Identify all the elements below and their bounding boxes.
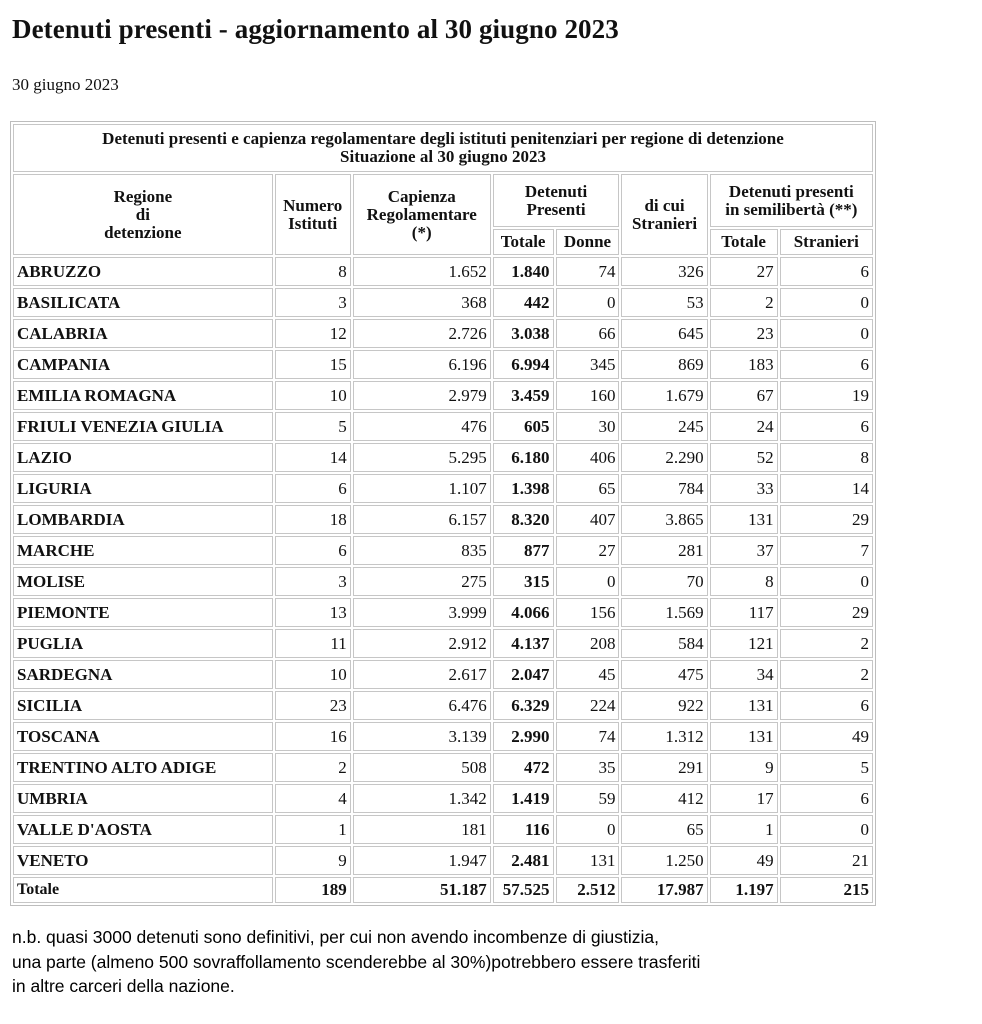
cell-detenuti-totale: 2.047 — [493, 660, 554, 689]
table-row — [13, 567, 873, 596]
cell-detenuti-donne: 0 — [556, 288, 620, 317]
cell-semi-totale: 23 — [710, 319, 778, 348]
cell-semi-stranieri: 29 — [780, 505, 873, 534]
cell-detenuti-donne: 208 — [556, 629, 620, 658]
cell-numero-istituti: 4 — [275, 784, 351, 813]
cell-regione: LOMBARDIA — [13, 505, 273, 534]
cell-semi-stranieri: 49 — [780, 722, 873, 751]
header-semiliberta — [710, 174, 873, 227]
cell-detenuti-totale: 4.137 — [493, 629, 554, 658]
cell-detenuti-donne: 74 — [556, 257, 620, 286]
table-row — [13, 660, 873, 689]
header-regione-line-2: di — [135, 204, 150, 224]
cell-detenuti-donne: 345 — [556, 350, 620, 379]
subheader-semi-totale: Totale — [710, 229, 778, 255]
cell-detenuti-totale: 57.525 — [493, 877, 554, 903]
cell-numero-istituti: 15 — [275, 350, 351, 379]
cell-semi-totale: 17 — [710, 784, 778, 813]
cell-detenuti-totale: 1.419 — [493, 784, 554, 813]
cell-capienza: 3.139 — [353, 722, 491, 751]
cell-stranieri: 2.290 — [621, 443, 707, 472]
cell-detenuti-donne: 156 — [556, 598, 620, 627]
cell-numero-istituti: 2 — [275, 753, 351, 782]
cell-regione: FRIULI VENEZIA GIULIA — [13, 412, 273, 441]
cell-regione: UMBRIA — [13, 784, 273, 813]
cell-detenuti-donne: 45 — [556, 660, 620, 689]
table-total-row — [13, 877, 873, 903]
cell-semi-stranieri: 0 — [780, 815, 873, 844]
header-regione-line-3: detenzione — [104, 222, 182, 242]
cell-detenuti-donne: 160 — [556, 381, 620, 410]
cell-semi-stranieri: 6 — [780, 350, 873, 379]
cell-regione: PUGLIA — [13, 629, 273, 658]
cell-stranieri: 291 — [621, 753, 707, 782]
table-row — [13, 722, 873, 751]
table-row — [13, 753, 873, 782]
cell-capienza: 1.342 — [353, 784, 491, 813]
cell-regione: TRENTINO ALTO ADIGE — [13, 753, 273, 782]
cell-detenuti-donne: 35 — [556, 753, 620, 782]
cell-stranieri: 1.679 — [621, 381, 707, 410]
cell-stranieri: 584 — [621, 629, 707, 658]
cell-detenuti-donne: 131 — [556, 846, 620, 875]
caption-line-2: Situazione al 30 giugno 2023 — [340, 147, 546, 166]
cell-capienza: 2.726 — [353, 319, 491, 348]
cell-stranieri: 326 — [621, 257, 707, 286]
cell-detenuti-totale: 1.840 — [493, 257, 554, 286]
cell-detenuti-totale: 3.038 — [493, 319, 554, 348]
cell-stranieri: 1.250 — [621, 846, 707, 875]
cell-regione: SARDEGNA — [13, 660, 273, 689]
table-row — [13, 319, 873, 348]
cell-capienza: 2.617 — [353, 660, 491, 689]
cell-semi-totale: 67 — [710, 381, 778, 410]
cell-detenuti-donne: 27 — [556, 536, 620, 565]
footnote-line-3: in altre carceri della nazione. — [12, 976, 235, 996]
cell-semi-totale: 117 — [710, 598, 778, 627]
cell-regione: LIGURIA — [13, 474, 273, 503]
cell-semi-totale: 24 — [710, 412, 778, 441]
footnote — [12, 925, 912, 999]
cell-detenuti-totale: 116 — [493, 815, 554, 844]
header-istituti-line-2: Istituti — [288, 213, 338, 233]
header-capienza — [353, 174, 491, 255]
cell-capienza: 1.947 — [353, 846, 491, 875]
table-row — [13, 381, 873, 410]
cell-numero-istituti: 18 — [275, 505, 351, 534]
table-row — [13, 815, 873, 844]
cell-semi-totale: 1 — [710, 815, 778, 844]
subheader-semi-stranieri: Stranieri — [780, 229, 873, 255]
header-detenuti-line-1: Detenuti — [524, 181, 588, 201]
cell-semi-stranieri: 21 — [780, 846, 873, 875]
cell-semi-totale: 131 — [710, 722, 778, 751]
table-row — [13, 257, 873, 286]
table-row — [13, 784, 873, 813]
cell-regione: LAZIO — [13, 443, 273, 472]
cell-numero-istituti: 12 — [275, 319, 351, 348]
cell-stranieri: 1.312 — [621, 722, 707, 751]
cell-stranieri: 53 — [621, 288, 707, 317]
cell-capienza: 6.157 — [353, 505, 491, 534]
cell-detenuti-totale: 1.398 — [493, 474, 554, 503]
header-stranieri-line-1: di cui — [644, 195, 685, 215]
header-capienza-line-1: Capienza — [387, 186, 456, 206]
cell-semi-stranieri: 215 — [780, 877, 873, 903]
cell-detenuti-donne: 30 — [556, 412, 620, 441]
cell-semi-totale: 1.197 — [710, 877, 778, 903]
table-row — [13, 350, 873, 379]
table-body — [13, 257, 873, 903]
cell-capienza: 1.107 — [353, 474, 491, 503]
cell-semi-stranieri: 6 — [780, 412, 873, 441]
cell-semi-totale: 121 — [710, 629, 778, 658]
cell-stranieri: 922 — [621, 691, 707, 720]
cell-capienza: 508 — [353, 753, 491, 782]
cell-regione: CAMPANIA — [13, 350, 273, 379]
cell-capienza: 2.912 — [353, 629, 491, 658]
cell-regione: BASILICATA — [13, 288, 273, 317]
header-semi-line-1: Detenuti presenti — [728, 181, 854, 201]
cell-detenuti-totale: 2.481 — [493, 846, 554, 875]
cell-numero-istituti: 6 — [275, 536, 351, 565]
cell-regione: CALABRIA — [13, 319, 273, 348]
page-date: 30 giugno 2023 — [12, 75, 119, 94]
cell-regione: VALLE D'AOSTA — [13, 815, 273, 844]
cell-numero-istituti: 13 — [275, 598, 351, 627]
cell-capienza: 1.652 — [353, 257, 491, 286]
header-capienza-line-3: (*) — [411, 222, 432, 242]
table-row — [13, 629, 873, 658]
header-detenuti-presenti — [493, 174, 620, 227]
cell-semi-stranieri: 7 — [780, 536, 873, 565]
cell-semi-stranieri: 5 — [780, 753, 873, 782]
cell-regione: ABRUZZO — [13, 257, 273, 286]
cell-detenuti-totale: 6.994 — [493, 350, 554, 379]
cell-regione: MOLISE — [13, 567, 273, 596]
cell-numero-istituti: 16 — [275, 722, 351, 751]
cell-detenuti-donne: 224 — [556, 691, 620, 720]
cell-semi-stranieri: 6 — [780, 784, 873, 813]
cell-regione: TOSCANA — [13, 722, 273, 751]
cell-capienza: 6.476 — [353, 691, 491, 720]
cell-semi-stranieri: 2 — [780, 629, 873, 658]
cell-stranieri: 869 — [621, 350, 707, 379]
cell-semi-totale: 131 — [710, 691, 778, 720]
cell-capienza: 3.999 — [353, 598, 491, 627]
table-row — [13, 474, 873, 503]
cell-semi-stranieri: 2 — [780, 660, 873, 689]
cell-semi-totale: 183 — [710, 350, 778, 379]
table-row — [13, 412, 873, 441]
table-row — [13, 598, 873, 627]
cell-capienza: 6.196 — [353, 350, 491, 379]
subheader-donne: Donne — [556, 229, 620, 255]
cell-detenuti-totale: 8.320 — [493, 505, 554, 534]
cell-capienza: 5.295 — [353, 443, 491, 472]
cell-detenuti-totale: 6.329 — [493, 691, 554, 720]
cell-capienza: 835 — [353, 536, 491, 565]
header-capienza-line-2: Regolamentare — [366, 204, 477, 224]
table-row — [13, 691, 873, 720]
cell-detenuti-donne: 65 — [556, 474, 620, 503]
cell-semi-stranieri: 29 — [780, 598, 873, 627]
cell-regione: Totale — [13, 877, 273, 903]
cell-stranieri: 17.987 — [621, 877, 707, 903]
cell-regione: PIEMONTE — [13, 598, 273, 627]
cell-numero-istituti: 23 — [275, 691, 351, 720]
table-caption — [13, 124, 873, 172]
cell-detenuti-donne: 2.512 — [556, 877, 620, 903]
cell-numero-istituti: 3 — [275, 567, 351, 596]
cell-numero-istituti: 9 — [275, 846, 351, 875]
cell-capienza: 476 — [353, 412, 491, 441]
table-row — [13, 288, 873, 317]
cell-numero-istituti: 10 — [275, 660, 351, 689]
cell-semi-totale: 34 — [710, 660, 778, 689]
cell-stranieri: 645 — [621, 319, 707, 348]
header-istituti-line-1: Numero — [283, 195, 343, 215]
cell-semi-stranieri: 14 — [780, 474, 873, 503]
subheader-totale: Totale — [493, 229, 554, 255]
cell-numero-istituti: 11 — [275, 629, 351, 658]
header-regione — [13, 174, 273, 255]
cell-semi-totale: 27 — [710, 257, 778, 286]
cell-semi-totale: 37 — [710, 536, 778, 565]
cell-detenuti-totale: 472 — [493, 753, 554, 782]
cell-numero-istituti: 3 — [275, 288, 351, 317]
cell-detenuti-totale: 315 — [493, 567, 554, 596]
cell-stranieri: 475 — [621, 660, 707, 689]
header-stranieri-line-2: Stranieri — [631, 213, 698, 233]
cell-numero-istituti: 10 — [275, 381, 351, 410]
detainees-table — [10, 121, 876, 906]
cell-detenuti-donne: 0 — [556, 815, 620, 844]
cell-capienza: 275 — [353, 567, 491, 596]
page-title: Detenuti presenti - aggiornamento al 30 giugno 2023 — [12, 14, 619, 44]
cell-regione: EMILIA ROMAGNA — [13, 381, 273, 410]
cell-semi-totale: 49 — [710, 846, 778, 875]
footnote-line-2: una parte (almeno 500 sovraffollamento scenderebbe al 30%)potrebbero essere trasferiti — [12, 951, 701, 972]
table-row — [13, 443, 873, 472]
table-row — [13, 536, 873, 565]
cell-semi-stranieri: 6 — [780, 691, 873, 720]
cell-capienza: 368 — [353, 288, 491, 317]
cell-detenuti-totale: 3.459 — [493, 381, 554, 410]
cell-capienza: 2.979 — [353, 381, 491, 410]
header-numero-istituti — [275, 174, 351, 255]
cell-semi-totale: 33 — [710, 474, 778, 503]
cell-detenuti-donne: 406 — [556, 443, 620, 472]
cell-stranieri: 65 — [621, 815, 707, 844]
cell-detenuti-donne: 0 — [556, 567, 620, 596]
cell-detenuti-donne: 74 — [556, 722, 620, 751]
cell-numero-istituti: 189 — [275, 877, 351, 903]
header-di-cui-stranieri — [621, 174, 707, 255]
cell-semi-stranieri: 19 — [780, 381, 873, 410]
cell-semi-stranieri: 6 — [780, 257, 873, 286]
cell-semi-stranieri: 0 — [780, 319, 873, 348]
cell-stranieri: 3.865 — [621, 505, 707, 534]
table-row — [13, 505, 873, 534]
table-row — [13, 846, 873, 875]
cell-stranieri: 70 — [621, 567, 707, 596]
cell-numero-istituti: 8 — [275, 257, 351, 286]
caption-line-1: Detenuti presenti e capienza regolamentare degli istituti penitenziari per regione di detenzione — [102, 129, 784, 148]
cell-semi-totale: 9 — [710, 753, 778, 782]
cell-semi-stranieri: 0 — [780, 288, 873, 317]
cell-semi-totale: 131 — [710, 505, 778, 534]
cell-detenuti-donne: 59 — [556, 784, 620, 813]
cell-semi-totale: 2 — [710, 288, 778, 317]
cell-detenuti-donne: 66 — [556, 319, 620, 348]
cell-stranieri: 784 — [621, 474, 707, 503]
cell-semi-totale: 52 — [710, 443, 778, 472]
cell-capienza: 181 — [353, 815, 491, 844]
cell-numero-istituti: 1 — [275, 815, 351, 844]
cell-stranieri: 245 — [621, 412, 707, 441]
cell-detenuti-totale: 4.066 — [493, 598, 554, 627]
cell-numero-istituti: 5 — [275, 412, 351, 441]
cell-detenuti-donne: 407 — [556, 505, 620, 534]
cell-regione: SICILIA — [13, 691, 273, 720]
cell-stranieri: 281 — [621, 536, 707, 565]
cell-detenuti-totale: 605 — [493, 412, 554, 441]
cell-detenuti-totale: 442 — [493, 288, 554, 317]
header-semi-line-2: in semilibertà (**) — [725, 199, 858, 219]
cell-regione: VENETO — [13, 846, 273, 875]
cell-semi-stranieri: 8 — [780, 443, 873, 472]
footnote-line-1: n.b. quasi 3000 detenuti sono definitivi, per cui non avendo incombenze di giustizia, — [12, 927, 659, 947]
header-detenuti-line-2: Presenti — [526, 199, 586, 219]
header-regione-line-1: Regione — [113, 186, 173, 206]
cell-semi-stranieri: 0 — [780, 567, 873, 596]
cell-regione: MARCHE — [13, 536, 273, 565]
cell-detenuti-totale: 6.180 — [493, 443, 554, 472]
cell-numero-istituti: 6 — [275, 474, 351, 503]
cell-numero-istituti: 14 — [275, 443, 351, 472]
cell-semi-totale: 8 — [710, 567, 778, 596]
cell-detenuti-totale: 877 — [493, 536, 554, 565]
cell-stranieri: 1.569 — [621, 598, 707, 627]
cell-stranieri: 412 — [621, 784, 707, 813]
cell-detenuti-totale: 2.990 — [493, 722, 554, 751]
cell-capienza: 51.187 — [353, 877, 491, 903]
